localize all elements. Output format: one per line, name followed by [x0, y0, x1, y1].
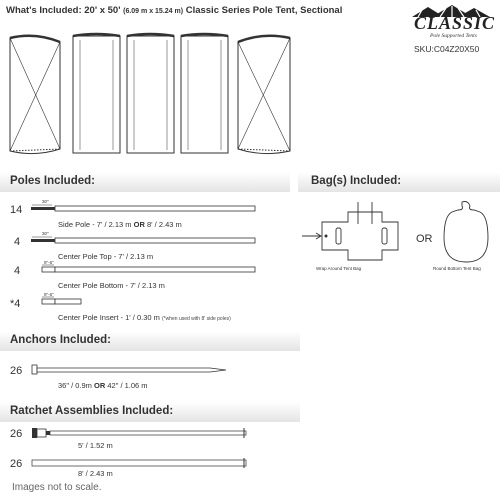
- wrap-around-bag-label: Wrap Around Tent Bag: [316, 266, 362, 271]
- ratchet-5ft-quantity: 26: [10, 428, 23, 440]
- ratchet-5ft-caption: 5' / 1.52 m: [78, 441, 113, 450]
- tent-end-panel-left: [10, 36, 60, 154]
- center-pole-top-icon: [28, 232, 258, 250]
- center-pole-insert-tag: 9"-6": [44, 292, 54, 297]
- brand-name: CLASSIC: [414, 13, 496, 33]
- anchor-quantity: 26: [10, 365, 23, 377]
- title-prefix: What's Included: 20' x 50': [6, 5, 121, 16]
- side-pole-length-alt: 8' / 2.43 m: [147, 220, 182, 229]
- sku-label: SKU:C04Z20X50: [414, 44, 480, 54]
- center-pole-insert-quantity: *4: [10, 298, 21, 310]
- anchor-caption: [58, 381, 148, 390]
- bags-section-title: Bag(s) Included:: [311, 175, 402, 187]
- center-pole-bottom-tag: 9"-6": [44, 260, 54, 265]
- side-pole-icon: [28, 200, 258, 218]
- anchor-or: OR: [94, 381, 106, 390]
- center-pole-top-caption: Center Pole Top - 7' / 2.13 m: [58, 252, 154, 261]
- poles-section-title: Poles Included:: [10, 175, 95, 187]
- ratchet-8ft-icon: [30, 454, 255, 472]
- center-pole-bottom-quantity: 4: [14, 265, 21, 277]
- side-pole-caption: [58, 220, 182, 229]
- round-bottom-bag-label: Round Bottom Tent Bag: [433, 266, 481, 271]
- tent-middle-panel-2: [127, 34, 174, 153]
- center-pole-bottom-icon: [28, 261, 258, 279]
- tent-end-panel-right: [238, 36, 290, 154]
- page-title: [6, 5, 342, 16]
- ratchets-section-title: Ratchet Assemblies Included:: [10, 405, 174, 417]
- anchor-length-alt: 42" / 1.06 m: [107, 381, 148, 390]
- ratchet-8ft-caption: 8' / 2.43 m: [78, 469, 113, 478]
- side-pole-length: Side Pole - 7' / 2.13 m: [58, 220, 132, 229]
- footer-note: Images not to scale.: [12, 482, 102, 493]
- side-pole-tag: 30": [42, 199, 49, 204]
- bags-or-text: OR: [416, 233, 433, 245]
- center-pole-insert-caption: [58, 313, 231, 322]
- side-pole-or: OR: [133, 220, 145, 229]
- round-bottom-bag-icon: [440, 198, 496, 268]
- center-pole-insert-length: Center Pole Insert - 1' / 0.30 m: [58, 313, 160, 322]
- tent-middle-panel-1: [73, 34, 120, 153]
- center-pole-insert-icon: [28, 293, 88, 311]
- anchors-section-title: Anchors Included:: [10, 334, 111, 346]
- tent-middle-panel-3: [181, 34, 228, 153]
- side-pole-quantity: 14: [10, 204, 23, 216]
- stake-anchor-icon: [30, 362, 230, 378]
- anchor-length: 36" / 0.9m: [58, 381, 92, 390]
- title-dimensions: (6.09 m x 15.24 m): [123, 8, 184, 15]
- center-pole-top-quantity: 4: [14, 236, 21, 248]
- ratchet-8ft-quantity: 26: [10, 458, 23, 470]
- center-pole-insert-note: (*when used with 8' side poles): [162, 316, 231, 322]
- wrap-around-bag-icon: [298, 200, 408, 270]
- ratchet-5ft-icon: [30, 424, 255, 442]
- title-suffix: Classic Series Pole Tent, Sectional: [185, 5, 343, 16]
- center-pole-top-tag: 30": [42, 231, 49, 236]
- tent-sections-diagram: [0, 24, 500, 159]
- brand-tagline: Pole Supported Tents: [430, 33, 477, 39]
- center-pole-bottom-caption: Center Pole Bottom - 7' / 2.13 m: [58, 281, 165, 290]
